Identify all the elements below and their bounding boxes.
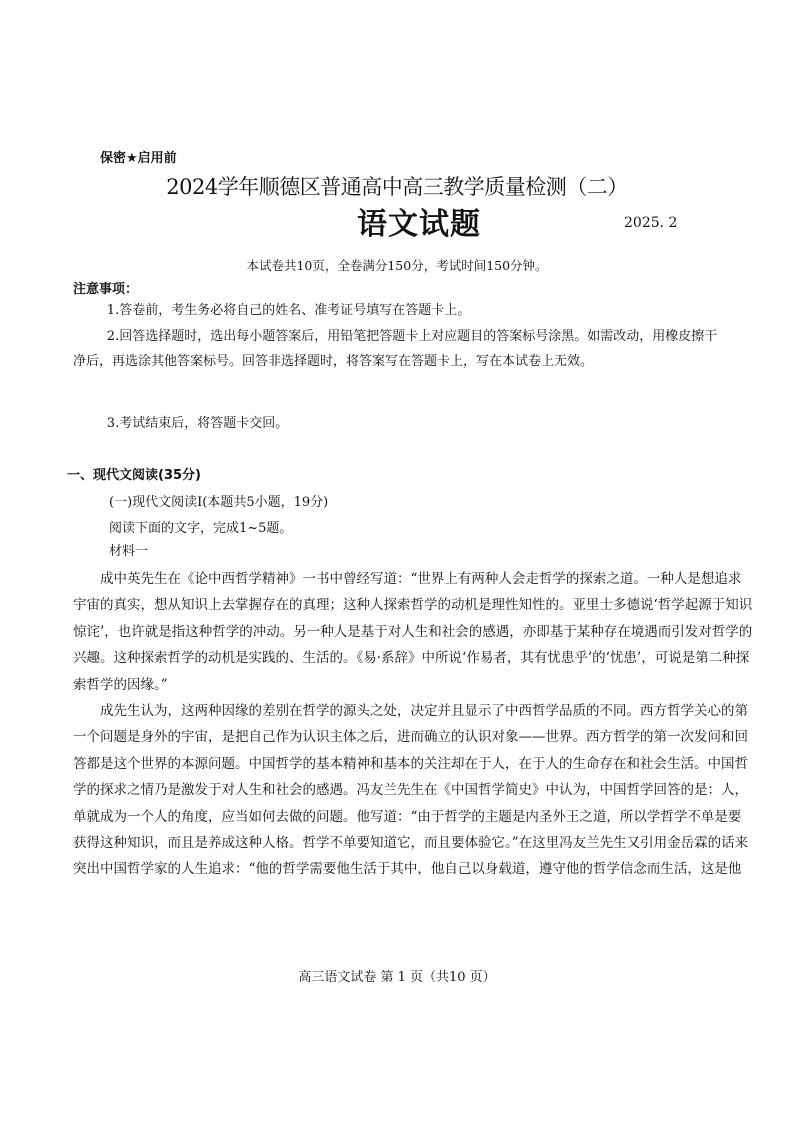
article-paragraph: 成先生认为，这两种因缘的差别在哲学的源头之处，决定并且显示了中西哲学品质的不同。西方哲学关心的第一个问题是身外的宇宙，是把自己作为认识主体之后，进而确立的认识对象——世界。西方哲学的第一次发问和回答都是这个世界的本源问题。中国哲学的基本精神和基本的关注却在于人，在于人的生命存在和社会生活。中国哲学的探求之情乃是激发于对人生和社会的感遇。冯友兰先生在《中国哲学简史》中认为，中国哲学回答的是：人，单就成为一个人的角度，应当如何去做的问题。他写道：“由于哲学的主题是内圣外王之道，所以学哲学不单是要获得这种知识，而且是养成这种人格。哲学不单要知道它，而且要体验它。”在这里冯友兰先生又引用金岳霖的话来突出中国哲学家的人生追求：“他的哲学需要他生活于其中，他自己以身载道，遵守他的哲学信念而生活，这是他: [73, 703, 749, 878]
material-label: 材料一: [109, 544, 149, 559]
notice-item-2: 2.回答选择题时，选出每小题答案后，用铅笔把答题卡上对应题目的答案标号涂黑。如需改动，用橡皮擦干净后，再选涂其他答案标号。回答非选择题时，将答案写在答题卡上，写在本试卷上无效。: [73, 329, 718, 369]
confidential-mark: 保密★启用前: [100, 151, 177, 166]
article-body: [73, 566, 753, 883]
subject-title: 语文试题: [357, 207, 481, 242]
exam-info: 本试卷共10页，全卷满分150分，考试时间150分钟。: [246, 258, 548, 273]
sub-section-heading: (一)现代文阅读Ⅰ(本题共5小题，19分): [109, 495, 329, 510]
reading-instruction: 阅读下面的文字，完成1~5题。: [109, 521, 293, 536]
notice-heading: 注意事项：: [73, 282, 139, 297]
notice-item-1: 1.答卷前，考生务必将自己的姓名、准考证号填写在答题卡上。: [106, 303, 471, 318]
exam-date: 2025. 2: [624, 215, 678, 231]
section-heading: 一、现代文阅读(35分): [67, 468, 201, 483]
article-paragraph: 成中英先生在《论中西哲学精神》一书中曾经写道：“世界上有两种人会走哲学的探索之道。一种人是想追求宇宙的真实，想从知识上去掌握存在的真理；这种人探索哲学的动机是理性知性的。亚里士多德说‘哲学起源于知识惊诧’，也许就是指这种哲学的冲动。另一种人是基于对人生和社会的感遇，亦即基于某种存在境遇而引发对哲学的兴趣。这种探索哲学的动机是实践的、生活的。《易·系辞》中所说‘作易者，其有忧患乎’的‘忧患’，可说是第二种探索哲学的因缘。”: [73, 571, 753, 693]
page-footer: 高三语文试卷 第 1 页（共10 页）: [298, 970, 496, 985]
notice-item-3: 3.考试结束后，将答题卡交回。: [106, 416, 289, 431]
exam-title: 2024学年顺德区普通高中高三教学质量检测（二）: [166, 175, 628, 199]
